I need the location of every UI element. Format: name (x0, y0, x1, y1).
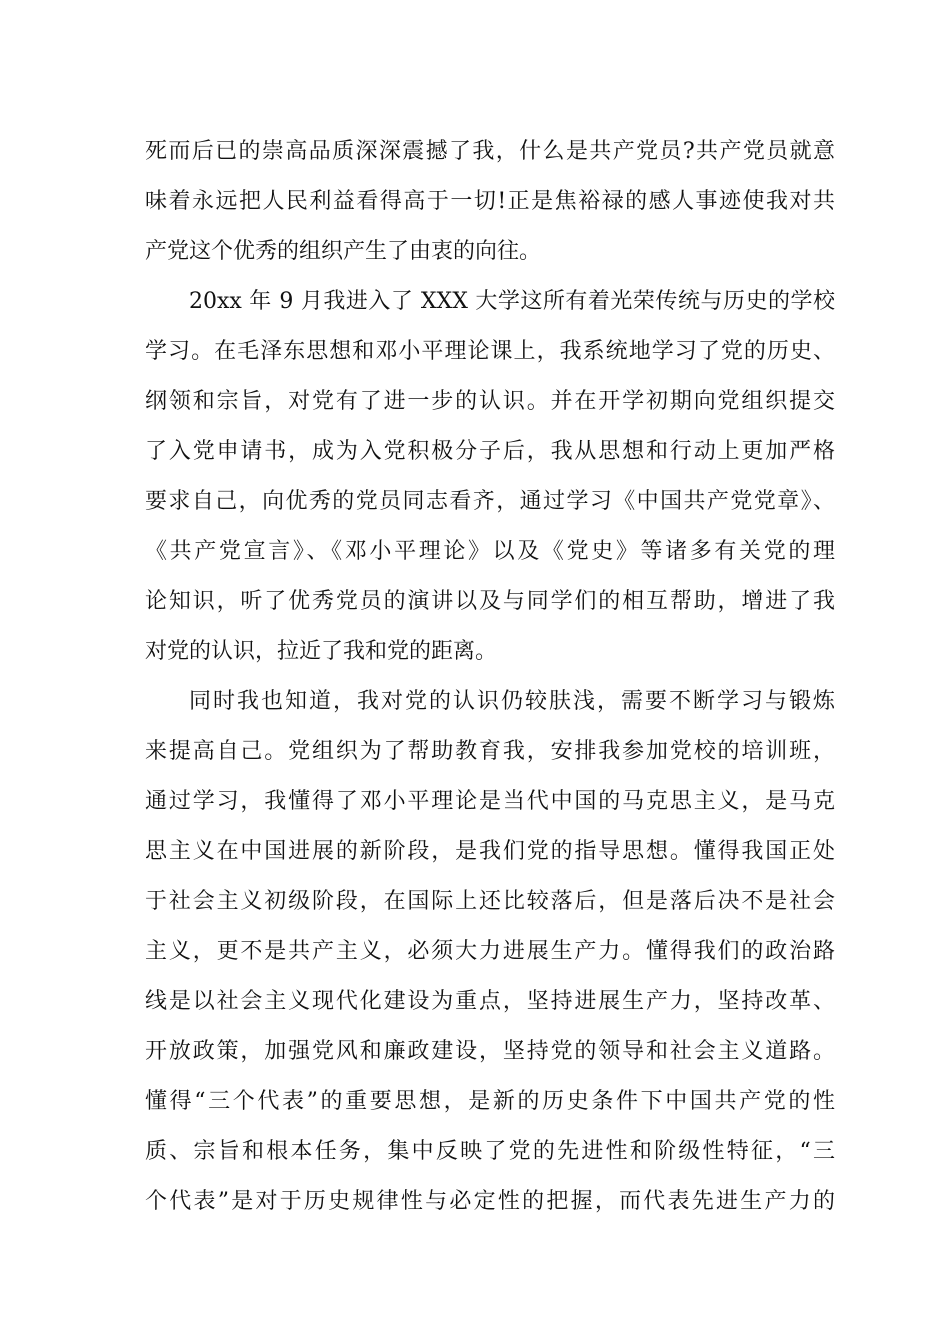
text-line: 纲领和宗旨，对党有了进一步的认识。并在开学初期向党组织提交 (145, 389, 835, 414)
text-line: 开放政策，加强党风和廉政建设，坚持党的领导和社会主义道路。 (145, 1039, 835, 1064)
text-line: 来提高自己。党组织为了帮助教育我，安排我参加党校的培训班， (145, 739, 835, 764)
text-line: 了入党申请书，成为入党积极分子后，我从思想和行动上更加严格 (145, 439, 835, 464)
text-line: 懂得“三个代表”的重要思想，是新的历史条件下中国共产党的性 (145, 1089, 835, 1114)
text-line: 对党的认识，拉近了我和党的距离。 (145, 639, 498, 664)
text-line: 质、宗旨和根本任务，集中反映了党的先进性和阶级性特征，“三 (145, 1139, 835, 1164)
text-line: 《共产党宣言》、《邓小平理论》以及《党史》等诸多有关党的理 (145, 539, 835, 564)
text-line: 于社会主义初级阶段，在国际上还比较落后，但是落后决不是社会 (145, 889, 835, 914)
text-line: 产党这个优秀的组织产生了由衷的向往。 (145, 239, 542, 264)
paragraph-first-line: 同时我也知道，我对党的认识仍较肤浅，需要不断学习与锻炼 (189, 689, 835, 714)
text-line: 思主义在中国进展的新阶段，是我们党的指导思想。懂得我国正处 (145, 839, 835, 864)
text-line: 通过学习，我懂得了邓小平理论是当代中国的马克思主义，是马克 (145, 789, 835, 814)
text-line: 死而后已的崇高品质深深震撼了我，什么是共产党员?共产党员就意 (145, 139, 835, 164)
text-line: 主义，更不是共产主义，必须大力进展生产力。懂得我们的政治路 (145, 939, 835, 964)
text-line: 个代表”是对于历史规律性与必定性的把握，而代表先进生产力的 (145, 1189, 835, 1214)
text-line: 论知识，听了优秀党员的演讲以及与同学们的相互帮助，增进了我 (145, 589, 835, 614)
text-line: 要求自己，向优秀的党员同志看齐，通过学习《中国共产党党章》、 (145, 489, 835, 514)
text-line: 味着永远把人民利益看得高于一切!正是焦裕禄的感人事迹使我对共 (145, 189, 835, 214)
document-body (145, 134, 835, 1234)
text-line: 线是以社会主义现代化建设为重点，坚持进展生产力，坚持改革、 (145, 989, 835, 1014)
paragraph-first-line: 20xx 年 9 月我进入了 XXX 大学这所有着光荣传统与历史的学校 (189, 289, 835, 314)
text-line: 学习。在毛泽东思想和邓小平理论课上，我系统地学习了党的历史、 (145, 339, 835, 364)
